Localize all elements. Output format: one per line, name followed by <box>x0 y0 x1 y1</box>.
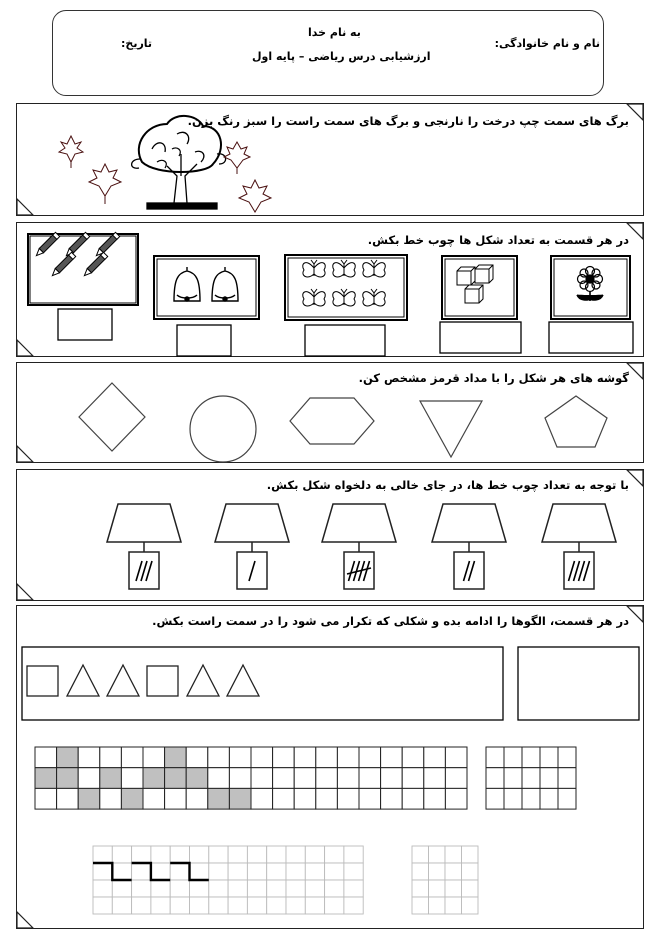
date-label: تاریخ: <box>121 37 153 50</box>
pentagon-shape[interactable] <box>545 396 607 447</box>
lamp-shade <box>322 504 396 542</box>
grid-cell[interactable] <box>504 788 522 809</box>
grid-cell[interactable] <box>165 788 187 809</box>
leaf-icon-3 <box>224 142 250 174</box>
section-corners <box>16 362 644 463</box>
grid-cell[interactable] <box>273 788 295 809</box>
grid-cell[interactable] <box>247 880 266 897</box>
butterfly-icon <box>363 289 386 306</box>
cube-icon <box>457 267 475 285</box>
grid-cell[interactable] <box>151 880 170 897</box>
grid-cell[interactable] <box>186 747 208 768</box>
grid-cell[interactable] <box>170 863 189 880</box>
grid-cell[interactable] <box>424 747 446 768</box>
grid-cell[interactable] <box>100 747 122 768</box>
shaded-grid-answer <box>486 747 576 809</box>
grid-cell[interactable] <box>112 846 131 863</box>
grid-cell[interactable] <box>208 768 230 789</box>
grid-cell[interactable] <box>132 846 151 863</box>
grid-cell[interactable] <box>359 747 381 768</box>
count-groups <box>17 223 643 356</box>
grid-cell[interactable] <box>273 768 295 789</box>
cube-icons <box>457 265 493 303</box>
grid-cell[interactable] <box>486 768 504 789</box>
grid-cell[interactable] <box>540 768 558 789</box>
grid-cell[interactable] <box>190 846 209 863</box>
line-grid <box>93 846 363 914</box>
grid-cell[interactable] <box>209 880 228 897</box>
grid-cell[interactable] <box>316 788 338 809</box>
grid-cell[interactable] <box>151 863 170 880</box>
tally-marks-2 <box>249 561 255 581</box>
grid-cell[interactable] <box>100 788 122 809</box>
section-title-patterns: در هر قسمت، الگوها را ادامه بده و شکلی که تکرار می شود را در سمت راست بکش. <box>152 614 629 628</box>
grid-cell[interactable] <box>412 880 429 897</box>
lamp-5 <box>542 504 616 589</box>
grid-cell[interactable] <box>445 846 462 863</box>
tally-marks-3 <box>347 561 371 581</box>
tally-marks-4 <box>464 561 475 581</box>
grid-cell[interactable] <box>462 846 479 863</box>
grid-cell[interactable] <box>504 747 522 768</box>
grid-cell[interactable] <box>445 863 462 880</box>
lamp-shade <box>542 504 616 542</box>
grid-cell[interactable] <box>424 768 446 789</box>
grid-cell[interactable] <box>267 863 286 880</box>
grid-cell[interactable] <box>412 846 429 863</box>
grid-cell[interactable] <box>305 880 324 897</box>
grid-cell[interactable] <box>247 863 266 880</box>
section-patterns <box>16 605 644 929</box>
grid-cell[interactable] <box>93 846 112 863</box>
butterfly-icon <box>303 260 326 277</box>
grid-cell[interactable] <box>325 880 344 897</box>
section-title-tally-draw: با توجه به تعداد چوب خط ها، در جای خالی به دلخواه شکل بکش. <box>266 478 629 492</box>
lamp-shade <box>432 504 506 542</box>
tally-marks-1 <box>136 561 152 581</box>
grid-cell[interactable] <box>316 747 338 768</box>
grid-cell[interactable] <box>186 768 208 789</box>
leaf-icon-1 <box>59 136 83 168</box>
grid-cell[interactable] <box>190 897 209 914</box>
grid-cell[interactable] <box>286 897 305 914</box>
butterfly-icon <box>303 289 326 306</box>
grid-cell[interactable] <box>247 897 266 914</box>
grid-cell[interactable] <box>100 768 122 789</box>
lamp-4 <box>432 504 506 589</box>
lamp-1 <box>107 504 181 589</box>
section-tally-draw <box>16 469 644 601</box>
grid-cell[interactable] <box>78 747 100 768</box>
grid-cell[interactable] <box>165 747 187 768</box>
flower-icon <box>577 267 603 302</box>
grid-cell[interactable] <box>93 863 112 880</box>
grid-cell[interactable] <box>132 880 151 897</box>
grid-cell[interactable] <box>121 747 143 768</box>
bell-icon-2 <box>212 267 238 301</box>
grid-cell[interactable] <box>305 897 324 914</box>
answer-box-4[interactable] <box>440 322 521 353</box>
grid-cell[interactable] <box>228 880 247 897</box>
tree-icon <box>132 116 226 209</box>
triangle-shape[interactable] <box>420 401 482 457</box>
pattern-row-box <box>22 647 503 720</box>
grid-cell[interactable] <box>209 863 228 880</box>
tally-box <box>564 552 594 589</box>
grid-cell[interactable] <box>251 768 273 789</box>
grid-cell[interactable] <box>337 747 359 768</box>
section-title-leaves: برگ های سمت چپ درخت را نارنجی و برگ های سمت راست را سبز رنگ بزن. <box>187 114 629 128</box>
grid-cell[interactable] <box>112 863 131 880</box>
subtitle: ارزشیابی درس ریاضی – پایه اول <box>252 50 431 63</box>
grid-cell[interactable] <box>337 768 359 789</box>
grid-cell[interactable] <box>429 846 446 863</box>
grid-cell[interactable] <box>121 788 143 809</box>
lamp-3 <box>322 504 396 589</box>
grid-cell[interactable] <box>462 897 479 914</box>
lamp-row <box>17 470 643 600</box>
grid-cell[interactable] <box>305 863 324 880</box>
grid-cell[interactable] <box>190 880 209 897</box>
grid-cell[interactable] <box>294 747 316 768</box>
section-title-tally-count: در هر قسمت به تعداد شکل ها چوب خط بکش. <box>367 233 629 247</box>
grid-cell[interactable] <box>412 897 429 914</box>
name-label: نام و نام خانوادگی: <box>494 37 600 50</box>
grid-cell[interactable] <box>121 768 143 789</box>
grid-cell[interactable] <box>381 788 403 809</box>
lamp-2 <box>215 504 289 589</box>
corner-shapes <box>17 363 643 462</box>
grid-cell[interactable] <box>558 788 576 809</box>
grid-cell[interactable] <box>273 747 295 768</box>
grid-cell[interactable] <box>267 880 286 897</box>
grid-cell[interactable] <box>325 897 344 914</box>
grid-cell[interactable] <box>78 788 100 809</box>
grid-cell[interactable] <box>424 788 446 809</box>
grid-cell[interactable] <box>170 846 189 863</box>
grid-cell[interactable] <box>558 747 576 768</box>
section-leaves <box>16 103 644 216</box>
line-grid-answer <box>412 846 478 914</box>
pencil-icon <box>50 252 75 277</box>
grid-cell[interactable] <box>251 788 273 809</box>
grid-cell[interactable] <box>402 768 424 789</box>
flower-frame-inner <box>554 259 627 316</box>
grid-cell[interactable] <box>228 897 247 914</box>
grid-cell[interactable] <box>170 897 189 914</box>
lamp-shade <box>215 504 289 542</box>
pattern-square <box>27 666 58 696</box>
grid-cell[interactable] <box>132 863 151 880</box>
tree-illustration <box>17 104 643 215</box>
grid-cell[interactable] <box>344 880 363 897</box>
pencil-icon <box>82 252 107 277</box>
grid-cell[interactable] <box>251 747 273 768</box>
grid-cell[interactable] <box>402 788 424 809</box>
butterfly-icon <box>333 260 356 277</box>
answer-box-1[interactable] <box>58 309 112 340</box>
tally-box <box>454 552 484 589</box>
grid-cell[interactable] <box>522 768 540 789</box>
grid-cell[interactable] <box>229 788 251 809</box>
bell-frame-inner <box>157 259 256 316</box>
grid-cell[interactable] <box>445 880 462 897</box>
grid-cell[interactable] <box>337 788 359 809</box>
cube-icon <box>465 285 483 303</box>
grid-cell[interactable] <box>228 863 247 880</box>
grid-cell[interactable] <box>359 768 381 789</box>
grid-cell[interactable] <box>35 768 57 789</box>
butterfly-icon <box>363 260 386 277</box>
grid-cell[interactable] <box>112 897 131 914</box>
grid-cell[interactable] <box>208 788 230 809</box>
leaf-icon-4 <box>239 180 271 212</box>
grid-cell[interactable] <box>57 747 79 768</box>
grid-cell[interactable] <box>486 788 504 809</box>
grid-cell[interactable] <box>540 747 558 768</box>
grid-cell[interactable] <box>445 788 467 809</box>
grid-cell[interactable] <box>325 846 344 863</box>
grid-cell[interactable] <box>229 768 251 789</box>
grid-cell[interactable] <box>286 863 305 880</box>
pattern-answer-box[interactable] <box>518 647 639 720</box>
grid-cell[interactable] <box>132 897 151 914</box>
answer-box-5[interactable] <box>549 322 633 353</box>
grid-cell[interactable] <box>429 897 446 914</box>
circle-shape[interactable] <box>190 396 256 462</box>
grid-cell[interactable] <box>190 863 209 880</box>
grid-cell[interactable] <box>294 788 316 809</box>
cube-icon <box>475 265 493 283</box>
grid-cell[interactable] <box>57 788 79 809</box>
grid-cell[interactable] <box>429 880 446 897</box>
grid-cell[interactable] <box>540 788 558 809</box>
leaf-icon-2 <box>89 164 121 204</box>
grid-cell[interactable] <box>209 846 228 863</box>
grid-cell[interactable] <box>429 863 446 880</box>
grid-cell[interactable] <box>522 788 540 809</box>
grid-cell[interactable] <box>462 880 479 897</box>
grid-cell[interactable] <box>229 747 251 768</box>
grid-cell[interactable] <box>286 846 305 863</box>
lamp-shade <box>107 504 181 542</box>
grid-cell[interactable] <box>486 747 504 768</box>
grid-cell[interactable] <box>558 768 576 789</box>
bell-frame <box>154 256 259 319</box>
bell-icon-1 <box>174 267 200 301</box>
pattern-triangle <box>227 665 259 696</box>
grid-cell[interactable] <box>445 747 467 768</box>
grid-cell[interactable] <box>209 897 228 914</box>
grid-cell[interactable] <box>35 747 57 768</box>
grid-cell[interactable] <box>93 880 112 897</box>
grid-cell[interactable] <box>143 768 165 789</box>
grid-cell[interactable] <box>57 768 79 789</box>
grid-cell[interactable] <box>267 897 286 914</box>
grid-cell[interactable] <box>359 788 381 809</box>
grid-cell[interactable] <box>504 768 522 789</box>
hexagon-shape[interactable] <box>290 398 374 444</box>
grid-cell[interactable] <box>286 880 305 897</box>
grid-cell[interactable] <box>35 788 57 809</box>
pattern-triangle <box>107 665 139 696</box>
pattern-square <box>147 666 178 696</box>
grid-cell[interactable] <box>344 863 363 880</box>
butterfly-icons <box>303 260 386 306</box>
grid-cell[interactable] <box>228 846 247 863</box>
grid-cell[interactable] <box>208 747 230 768</box>
grid-cell[interactable] <box>143 747 165 768</box>
grid-cell[interactable] <box>325 863 344 880</box>
pattern-triangle <box>67 665 99 696</box>
grid-cell[interactable] <box>316 768 338 789</box>
grid-cell[interactable] <box>344 846 363 863</box>
pattern-triangle <box>187 665 219 696</box>
diamond-shape[interactable] <box>79 383 145 451</box>
grid-cell[interactable] <box>78 768 100 789</box>
grid-cell[interactable] <box>165 768 187 789</box>
pattern-area <box>17 606 643 928</box>
grid-cell[interactable] <box>93 897 112 914</box>
grid-cell[interactable] <box>344 897 363 914</box>
answer-box-2[interactable] <box>177 325 231 356</box>
grid-cell[interactable] <box>151 846 170 863</box>
grid-cell[interactable] <box>151 897 170 914</box>
tally-marks-5 <box>569 561 590 581</box>
grid-cell[interactable] <box>462 863 479 880</box>
grid-cell[interactable] <box>247 846 266 863</box>
grid-cell[interactable] <box>112 880 131 897</box>
butterfly-frame-inner <box>288 258 404 317</box>
grid-cell[interactable] <box>170 880 189 897</box>
bismillah: به نام خدا <box>308 26 361 39</box>
flower-frame <box>551 256 630 319</box>
grid-cell[interactable] <box>381 747 403 768</box>
shaded-grid <box>35 747 467 809</box>
grid-cell[interactable] <box>445 897 462 914</box>
grid-cell[interactable] <box>143 788 165 809</box>
section-title-corners: گوشه های هر شکل را با مداد قرمز مشخص کن. <box>358 371 629 385</box>
grid-cell[interactable] <box>402 747 424 768</box>
grid-cell[interactable] <box>522 747 540 768</box>
section-tally-count <box>16 222 644 357</box>
grid-cell[interactable] <box>381 768 403 789</box>
grid-cell[interactable] <box>294 768 316 789</box>
grid-cell[interactable] <box>267 846 286 863</box>
butterfly-icon <box>333 289 356 306</box>
grid-cell[interactable] <box>445 768 467 789</box>
grid-cell[interactable] <box>186 788 208 809</box>
pencil-icons <box>34 232 119 277</box>
grid-cell[interactable] <box>305 846 324 863</box>
grid-cell[interactable] <box>412 863 429 880</box>
answer-box-3[interactable] <box>305 325 385 356</box>
